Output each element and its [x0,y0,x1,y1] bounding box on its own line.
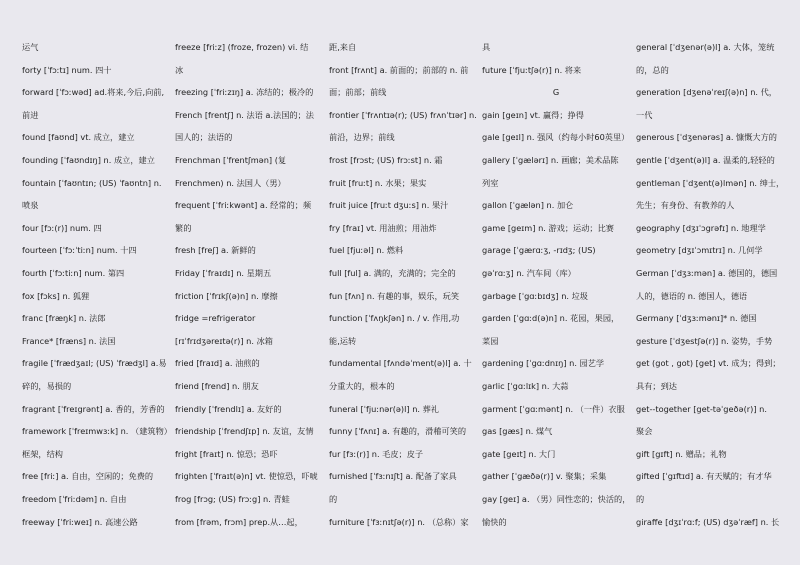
entry-line: gas [gæs] n. 煤气 [482,426,553,437]
entry-line: 具 [482,42,491,52]
entry-line: freedom [ˈfriːdəm] n. 自由 [22,494,127,504]
entry-line: gale [geɪl] n. 强风（约每小时60英里） [482,132,630,143]
entry-line: gift [gɪft] n. 赠品；礼物 [636,448,727,459]
entry-line: 能,运转 [329,335,357,346]
entry-line: fuel [fjuːəl] n. 燃料 [329,245,404,256]
entry-line: garden [ˈgɑːd(ə)n] n. 花园，果园， [482,313,620,324]
entry-line: 具有；到达 [636,381,677,391]
entry-line: forward [ˈfɔːwəd] ad.将来,今后,向前, [22,87,165,98]
entry-line: friendship [ˈfrendʃɪp] n. 友谊，友情 [175,426,314,437]
entry-line: 愉快的 [482,516,507,527]
entry-line: Germany [ˈdʒɜːmənɪ]* n. 德国 [636,313,757,324]
section-letter: G [552,87,560,98]
entry-line: gay [geɪ] a. （男）同性恋的；快活的， [482,494,631,504]
entry-line: funny [ˈfʌnɪ] a. 有趣的，滑稽可笑的 [329,426,467,437]
entry-line: gentle [ˈdʒent(ə)l] a. 温柔的,轻轻的 [636,155,775,165]
entry-line: 一代 [636,109,653,120]
entry-line: furniture [ˈfɜːnɪtʃə(r)] n. （总称）家 [329,516,469,527]
entry-line: fragile [ˈfrædʒaɪl; (US) ˈfrædʒl] a.易 [22,358,167,369]
entry-line: friction [ˈfrɪkʃ(ə)n] n. 摩擦 [175,290,278,301]
entry-line: [rɪˈfrɪdʒəreɪtə(r)] n. 冰箱 [175,335,273,346]
entry-line: function [ˈfʌŋkʃən] n. / v. 作用,功 [329,313,460,324]
entry-line: French [frentʃ] n. 法语 a.法国的；法 [175,109,314,120]
entry-line: furnished [ˈfɜːnɪʃt] a. 配备了家具 [329,471,457,482]
entry-line: 距,来自 [329,42,357,52]
entry-line: 的，总的 [636,64,669,75]
entry-line: fruit juice [fruːt dʒuːs] n. 果汁 [329,200,449,211]
entry-line: front [frʌnt] a. 前面的；前部的 n. 前 [329,64,469,75]
entry-line: fry [fraɪ] vt. 用油煎；用油炸 [329,222,437,233]
entry-line: 喷泉 [22,200,39,211]
entry-line: gifted [ˈgɪftɪd] a. 有天赋的；有才华 [636,471,772,482]
entry-line: fridge =refrigerator [175,313,256,324]
entry-line: frog [frɔg; (US) frɔːg] n. 青蛙 [175,494,290,504]
entry-line: frontier [ˈfrʌntɪə(r); (US) frʌnˈtɪər] n. [329,109,477,120]
entry-line: get--together [get-təˈgeðə(r)] n. [636,403,767,414]
entry-line: geometry [dʒɪˈɔmɪtrɪ] n. 几何学 [636,245,763,256]
entry-line: gesture [ˈdʒestʃə(r)] n. 姿势，手势 [636,335,773,346]
entry-line: friend [frend] n. 朋友 [175,381,259,391]
entry-line: 分重大的，根本的 [329,381,395,391]
entry-line: gather [ˈgæðə(r)] v. 聚集；采集 [482,471,607,482]
entry-line: 国人的；法语的 [175,132,233,143]
entry-line: 列室 [482,177,499,188]
entry-line: from [frəm, frɔm] prep.从…起， [175,516,303,527]
entry-line: 运气 [22,42,39,52]
entry-line: 菜园 [482,335,499,346]
entry-line: four [fɔː(r)] num. 四 [22,222,102,233]
entry-line: future [ˈfjuːtʃə(r)] n. 将来 [482,64,582,75]
entry-line: Friday [ˈfraɪdɪ] n. 星期五 [175,268,272,278]
entry-line: founding [ˈfaʊndɪŋ] n. 成立，建立 [22,155,155,165]
entry-line: France* [fræns] n. 法国 [22,335,116,346]
entry-line: fresh [freʃ] a. 新鲜的 [175,245,256,256]
entry-line: giraffe [dʒɪˈrɑːf; (US) dʒəˈræf] n. 长 [636,516,780,527]
entry-line: 冰 [175,64,184,75]
entry-line: game [geɪm] n. 游戏；运动；比赛 [482,222,614,233]
entry-line: generation [dʒenəˈreɪʃ(ə)n] n. 代， [636,87,777,98]
entry-line: 框架，结构 [22,448,63,459]
entry-line: Frenchmen) n. 法国人（男） [175,177,286,188]
entry-line: freezing [ˈfriːzɪŋ] a. 冻结的；极冷的 [175,87,314,98]
entry-line: fruit [fruːt] n. 水果；果实 [329,177,427,188]
entry-line: framework [ˈfreɪmwɜːk] n. （建筑物） [22,426,172,437]
entry-line: 的 [329,494,338,504]
entry-line: fox [fɔks] n. 狐狸 [22,290,90,301]
entry-line: gain [geɪn] vt. 赢得；挣得 [482,109,584,120]
entry-line: fourth [ˈfɔːtiːn] num. 第四 [22,268,125,278]
entry-line: fried [fraɪd] a. 油煎的 [175,358,260,369]
entry-line: fourteen [ˈfɔːˈtiːn] num. 十四 [22,245,137,256]
entry-line: 聚会 [636,426,653,437]
entry-line: freeway [ˈfriːweɪ] n. 高速公路 [22,516,138,527]
entry-line: fountain [ˈfaʊntɪn; (US) ˈfaʊntn] n. [22,177,162,188]
entry-line: garbage [ˈgɑːbɪdʒ] n. 垃圾 [482,290,588,301]
entry-line: 人的，德语的 n. 德国人，德语 [636,290,748,301]
entry-line: gardening [ˈgɑːdnɪŋ] n. 园艺学 [482,358,605,369]
entry-line: franc [fræŋk] n. 法郎 [22,313,106,324]
entry-line: gate [geɪt] n. 大门 [482,448,556,459]
entry-line: fright [fraɪt] n. 惊恐；恐吓 [175,448,278,459]
entry-line: 的 [636,494,645,504]
entry-line: get (got , got) [get] vt. 成为；得到； [636,358,781,369]
entry-line: full [ful] a. 满的，充满的；完全的 [329,268,456,278]
entry-line: found [faʊnd] vt. 成立，建立 [22,132,135,143]
entry-line: fragrant [ˈfreɪgrənt] a. 香的，芳香的 [22,403,165,414]
entry-line: free [friː] a. 自由，空闲的；免费的 [22,471,154,482]
entry-line: geography [dʒɪˈɔgrəfɪ] n. 地理学 [636,222,766,233]
entry-line: Frenchman [ˈfrentʃmən] (复 [175,155,287,165]
entry-line: 碎的，易损的 [22,381,72,391]
entry-line: friendly [ˈfrendlɪ] a. 友好的 [175,403,282,414]
entry-line: gallery [ˈgælərɪ] n. 画廊；美术品陈 [482,155,619,165]
entry-line: garage [ˈgærɑːʒ, -rɪdʒ; (US) [482,245,596,256]
entry-line: garlic [ˈgɑːlɪk] n. 大蒜 [482,381,569,391]
entry-line: garment [ˈgɑːmənt] n. （一件）衣服 [482,403,625,414]
entry-line: frighten [ˈfraɪt(ə)n] vt. 使惊恐，吓唬 [175,471,318,482]
entry-line: gallon [ˈgælən] n. 加仑 [482,200,574,211]
entry-line: frost [frɔst; (US) frɔːst] n. 霜 [329,155,443,165]
entry-line: German [ˈdʒɜːmən] a. 德国的，德国 [636,268,778,278]
entry-line: 面；前部；前线 [329,87,387,98]
entry-line: general [ˈdʒenər(ə)l] a. 大体，笼统 [636,42,775,52]
entry-line: freeze [friːz] (froze, frozen) vi. 结 [175,42,309,52]
entry-line: gəˈrɑːʒ] n. 汽车间（库） [482,268,576,278]
entry-line: 繁的 [175,222,192,233]
entry-line: fur [fɜː(r)] n. 毛皮；皮子 [329,448,424,459]
entry-line: fun [fʌn] n. 有趣的事，娱乐，玩笑 [329,290,460,301]
entry-line: generous [ˈdʒenərəs] a. 慷慨大方的 [636,132,777,143]
entry-line: fundamental [fʌndəˈment(ə)l] a. 十 [329,358,472,369]
entry-line: gentleman [ˈdʒent(ə)lmən] n. 绅士， [636,177,785,188]
entry-line: 前进 [22,109,39,120]
entry-line: funeral [ˈfjuːnər(ə)l] n. 葬礼 [329,403,439,414]
entry-line: 前沿，边界；前线 [329,132,395,143]
entry-line: forty [ˈfɔːtɪ] num. 四十 [22,64,112,75]
entry-line: frequent [ˈfriːkwənt] a. 经常的；频 [175,200,312,211]
entry-line: 先生；有身份、有教养的人 [636,200,735,211]
